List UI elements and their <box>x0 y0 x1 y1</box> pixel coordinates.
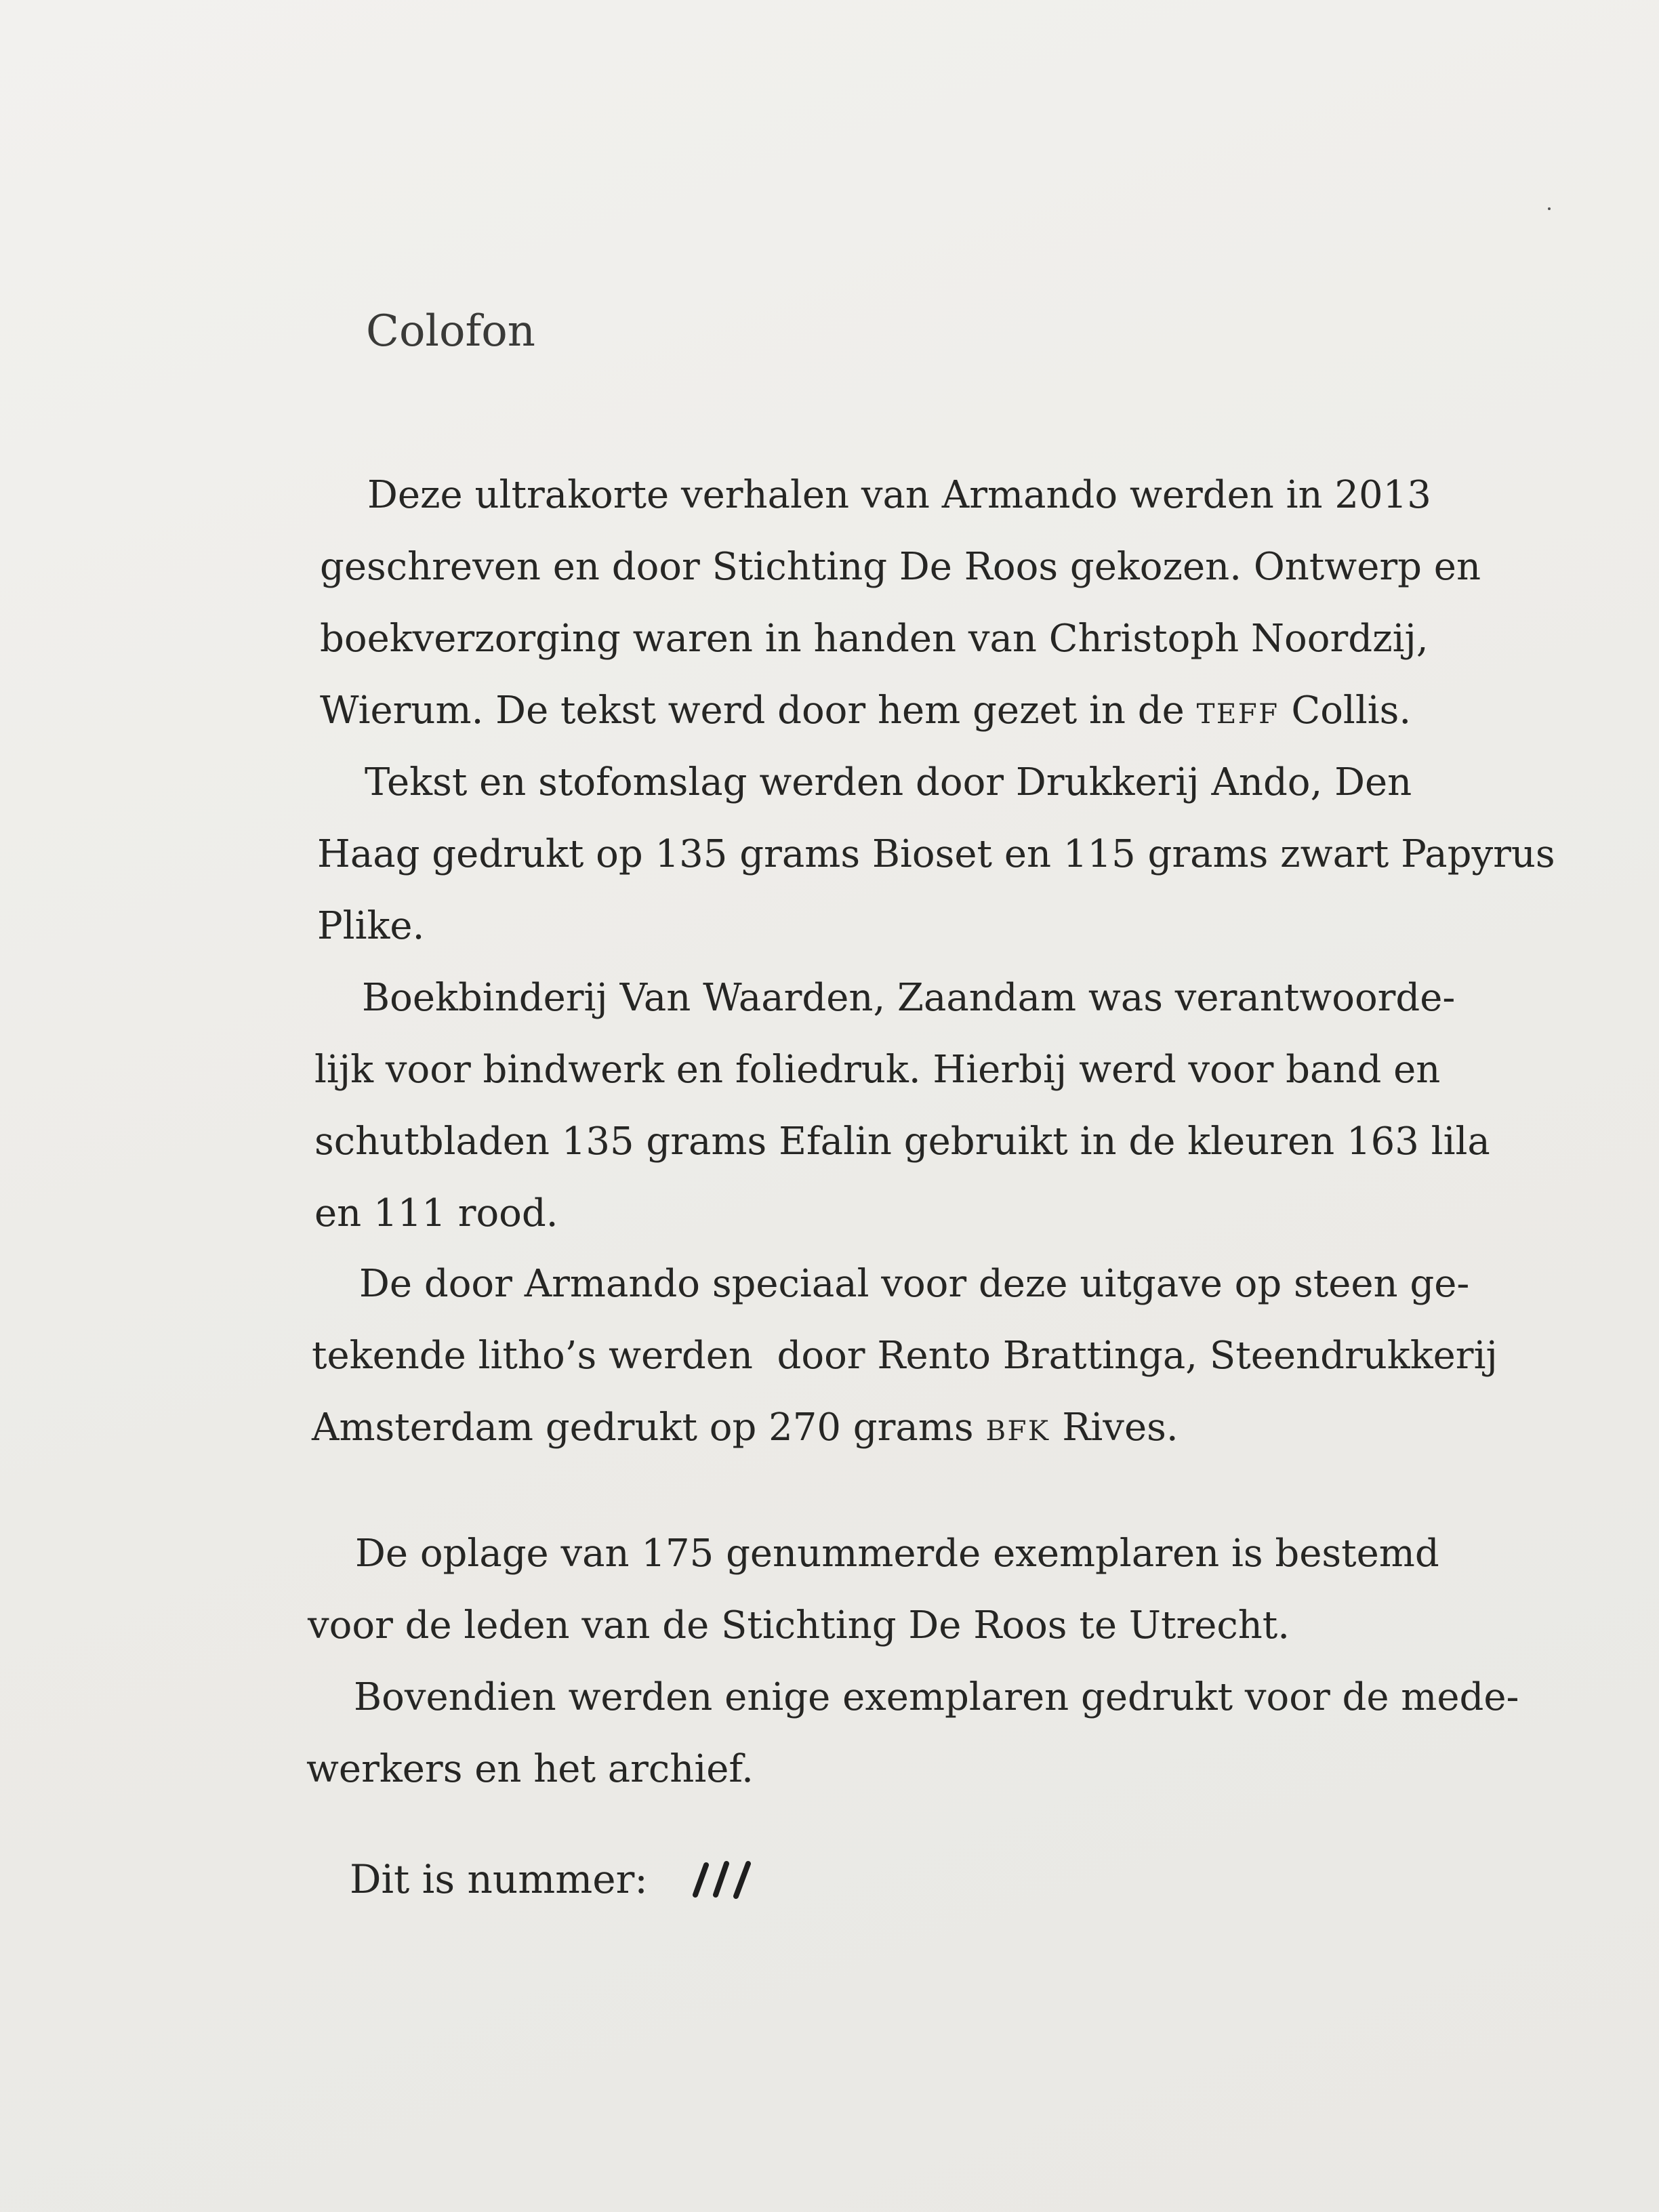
edition-number-label: Dit is nummer: <box>350 1856 648 1902</box>
p1-line-2: geschreven en door Stichting De Roos gekozen. Ontwerp en <box>320 545 1481 589</box>
p1-line-4-end: Collis. <box>1291 689 1412 733</box>
p3-line-3: schutbladen 135 grams Efalin gebruikt in de kleuren 163 lila <box>314 1120 1490 1164</box>
p1-line-4 <box>320 675 1481 750</box>
p5-line-2: voor de leden van de Stichting De Roos te Utrecht. <box>308 1603 1290 1647</box>
p4-line-3 <box>312 1392 1498 1467</box>
p2-line-2: Haag gedrukt op 135 grams Bioset en 115 grams zwart Papyrus <box>317 832 1555 876</box>
paragraph-2 <box>317 747 1555 962</box>
p5-line-1: De oplage van 175 genummerde exemplaren is bestemd <box>355 1532 1439 1576</box>
p1-line-4-text: Wierum. De tekst werd door hem gezet in de <box>320 689 1185 733</box>
handwritten-number-111 <box>683 1856 758 1903</box>
paragraph-6 <box>306 1662 1519 1805</box>
paper-speck <box>1548 207 1551 210</box>
p2-line-3: Plike. <box>317 904 425 948</box>
paragraph-3 <box>314 962 1490 1250</box>
p6-line-2: werkers en het archief. <box>306 1747 754 1791</box>
colophon-heading: Colofon <box>366 306 535 356</box>
paper-brand-abbr: BFK <box>985 1415 1050 1447</box>
p4-line-3-text: Amsterdam gedrukt op 270 grams <box>312 1406 974 1450</box>
p1-line-3: boekverzorging waren in handen van Christoph Noordzij, <box>320 617 1429 661</box>
p4-line-1: De door Armando speciaal voor deze uitgave op steen ge- <box>359 1262 1470 1306</box>
edition-number-row <box>350 1856 758 1903</box>
p3-line-1: Boekbinderij Van Waarden, Zaandam was verantwoorde- <box>362 976 1456 1020</box>
typeface-foundry-abbr: TEFF <box>1196 698 1279 730</box>
paragraph-4 <box>312 1248 1498 1467</box>
p4-line-3-end: Rives. <box>1062 1406 1179 1450</box>
p4-line-2: tekende litho’s werden door Rento Brattinga, Steendrukkerij <box>312 1334 1498 1378</box>
p3-line-4: en 111 rood. <box>314 1191 558 1235</box>
p1-line-1: Deze ultrakorte verhalen van Armando werden in 2013 <box>367 473 1431 517</box>
p3-line-2: lijk voor bindwerk en foliedruk. Hierbij werd voor band en <box>314 1048 1441 1092</box>
paragraph-1 <box>320 459 1481 750</box>
p2-line-1: Tekst en stofomslag werden door Drukkerij Ando, Den <box>365 760 1412 804</box>
p6-line-1: Bovendien werden enige exemplaren gedrukt voor de mede- <box>354 1675 1519 1719</box>
paragraph-5 <box>308 1518 1439 1662</box>
